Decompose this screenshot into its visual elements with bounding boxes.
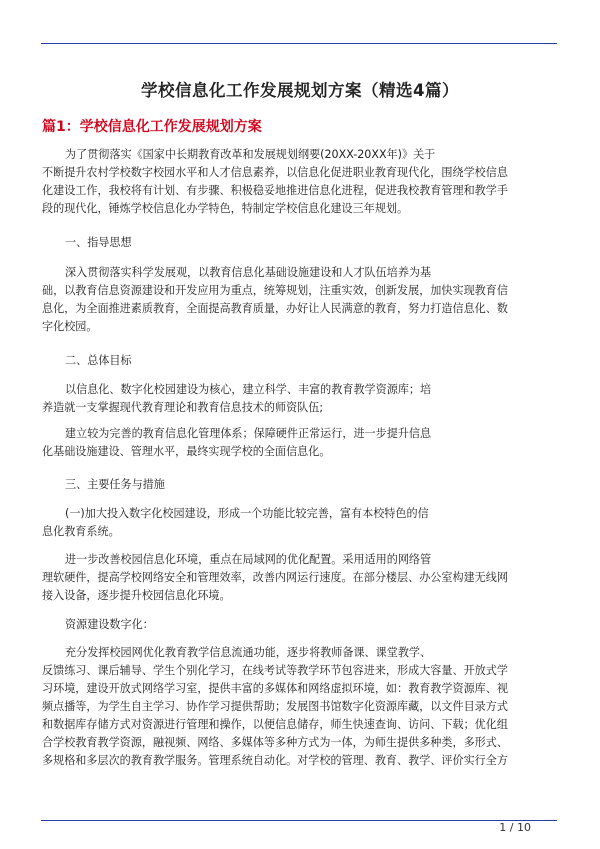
document-title: 学校信息化工作发展规划方案（精选4篇） (141, 81, 459, 100)
section-title: 篇1：学校信息化工作发展规划方案 (42, 119, 262, 135)
body-line: 进一步改善校园信息化环境，重点在局域网的优化配置。采用适用的网络管 (65, 553, 432, 566)
heading-main-tasks: 三、主要任务与措施 (65, 478, 165, 491)
body-line: 频点播等，为学生自主学习、协作学习提供帮助；发展图书馆数字化资源库藏，以文件目录方式 (42, 700, 508, 713)
body-line: 合学校教育教学资源，融视频、网络、多媒体等多种方式为一体，为师生提供多种类，多形式、 (42, 736, 508, 749)
body-line: 息化教育系统。 (42, 525, 120, 538)
body-line: (一)加大投入数字化校园建设，形成一个功能比较完善，富有本校特色的信 (65, 507, 429, 520)
heading-resource-digitization: 资源建设数字化： (65, 618, 154, 631)
body-line: 息化，为全面推进素质教育，全面提高教育质量，办好让人民满意的教育，努力打造信息化、数 (42, 302, 508, 315)
body-line: 为了贯彻落实《国家中长期教育改革和发展规划纲要(20XX-20XX年)》关于 (65, 148, 436, 161)
body-line: 不断提升农村学校数字校园水平和人才信息素养，以信息化促进职业教育现代化，围绕学校信息 (42, 166, 508, 179)
body-line: 化基础设施建设、管理水平，最终实现学校的全面信息化。 (42, 445, 331, 458)
body-line: 化建设工作，我校将有计划、有步骤、积极稳妥地推进信息化进程，促进我校教育管理和教学手 (42, 184, 508, 197)
body-line: 理软硬件，提高学校网络安全和管理效率，改善内网运行速度。在部分楼层、办公室构建无线网 (42, 571, 508, 584)
body-line: 和数据库存储方式对资源进行管理和操作，以便信息储存，师生快速查询、访问、下载；优化组 (42, 718, 508, 731)
body-line: 段的现代化，锤炼学校信息化办学特色，特制定学校信息化建设三年规划。 (42, 202, 409, 215)
body-line: 多规格和多层次的教育教学服务。管理系统自动化。对学校的管理、教育、教学、评价实行全方 (42, 754, 508, 767)
body-line: 接入设备，逐步提升校园信息化环境。 (42, 589, 231, 602)
body-line: 充分发挥校园网优化教育教学信息流通功能，逐步将教师备课、课堂教学、 (65, 646, 432, 659)
body-line: 以信息化、数字化校园建设为核心，建立科学、丰富的教育教学资源库；培 (65, 383, 432, 396)
body-line: 字化校园。 (42, 320, 98, 333)
heading-overall-goals: 二、总体目标 (65, 354, 132, 367)
body-line: 养造就一支掌握现代教育理论和教育信息技术的师资队伍; (42, 401, 324, 414)
header-rule (41, 43, 557, 44)
heading-guiding-ideology: 一、指导思想 (65, 236, 132, 249)
page-indicator: 1 / 10 (499, 821, 531, 834)
body-line: 建立较为完善的教育信息化管理体系；保障硬件正常运行，进一步提升信息 (65, 427, 432, 440)
body-line: 反馈练习、课后辅导、学生个别化学习，在线考试等教学环节包容进来，形成大容量、开放式学 (42, 664, 508, 677)
footer-rule (41, 820, 557, 821)
body-line: 深入贯彻落实科学发展观，以教育信息化基础设施建设和人才队伍培养为基 (65, 266, 432, 279)
body-line: 础，以教育信息资源建设和开发应用为重点，统筹规划，注重实效，创新发展，加快实现教育信 (42, 284, 508, 297)
body-line: 习环境，建设开放式网络学习室，提供丰富的多媒体和网络虚拟环境，如：教育教学资源库、视 (42, 682, 508, 695)
